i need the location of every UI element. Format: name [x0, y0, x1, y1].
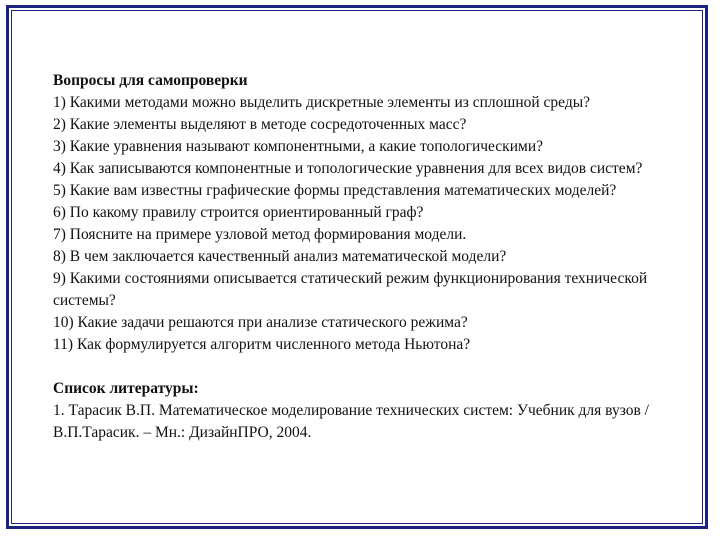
literature-item: 1. Тарасик В.П. Математическое моделирование технических систем: Учебник для вузов / В.П.Тарасик. – Мн.: ДизайнПРО, 2004. — [53, 402, 649, 441]
question-item: 11) Как формулируется алгоритм численного метода Ньютона? — [53, 336, 471, 353]
question-item: 7) Поясните на примере узловой метод формирования модели. — [53, 226, 467, 243]
question-item: 3) Какие уравнения называют компонентными, а какие топологическими? — [53, 138, 543, 155]
slide-content — [53, 70, 693, 444]
question-item: 4) Как записываются компонентные и топологические уравнения для всех видов систем? — [53, 160, 643, 177]
questions-list — [53, 92, 693, 356]
question-item: 5) Какие вам известны графические формы представления математических моделей? — [53, 182, 617, 199]
question-item: 9) Какими состояниями описывается статический режим функционирования технической системы? — [53, 270, 648, 309]
question-item: 8) В чем заключается качественный анализ математической модели? — [53, 248, 507, 265]
question-item: 10) Какие задачи решаются при анализе статического режима? — [53, 314, 468, 331]
question-item: 6) По какому правилу строится ориентированный граф? — [53, 204, 424, 221]
questions-heading: Вопросы для самопроверки — [53, 72, 248, 89]
question-item: 1) Какими методами можно выделить дискретные элементы из сплошной среды? — [53, 94, 591, 111]
question-item: 2) Какие элементы выделяют в методе сосредоточенных масс? — [53, 116, 467, 133]
section-spacer — [53, 356, 693, 378]
literature-heading: Список литературы: — [53, 380, 199, 397]
